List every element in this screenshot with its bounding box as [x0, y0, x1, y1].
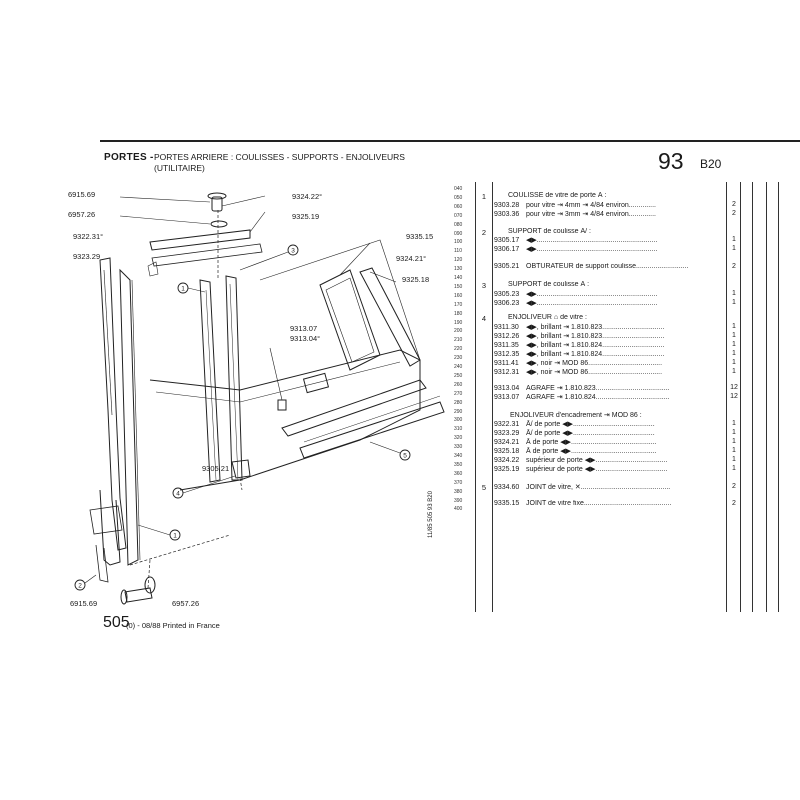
line-number: 320 [454, 435, 463, 442]
line-number: 270 [454, 390, 463, 397]
fixed-window-seal [320, 270, 380, 370]
part-ref: 9324.21 [494, 439, 520, 446]
table-rule-5 [752, 182, 753, 612]
part-ref: 9311.30 [494, 324, 519, 331]
line-number: 380 [454, 488, 463, 495]
part-description: JOINT de vitre fixe............................................. [526, 500, 672, 507]
line-number: 330 [454, 444, 463, 451]
part-description: ◀▶, brillant ⇥ 1.810.823................................ [526, 324, 665, 331]
callout-digit-3: 3 [291, 247, 295, 255]
part-ref: 9305.23 [494, 291, 520, 298]
line-number: 100 [454, 239, 463, 246]
callout-digit-4: 4 [176, 490, 180, 498]
side-reference: 11/85 505 93 B20 [428, 491, 434, 538]
part-quantity: 1 [732, 447, 736, 454]
ref-label-6915-top: 6915.69 [68, 190, 96, 199]
part-row [494, 281, 726, 288]
part-ref: 9325.19 [494, 466, 520, 473]
part-ref: 9311.35 [494, 342, 519, 349]
part-ref: 9306.23 [494, 300, 520, 307]
part-quantity: 1 [732, 350, 736, 357]
lower-guide [100, 490, 120, 565]
ref-label-6957-top: 6957.26 [68, 210, 96, 219]
part-description: COULISSE de vitre de porte Ā : [508, 192, 607, 199]
table-rule-4 [740, 182, 741, 612]
part-description: ◀▶, brillant ⇥ 1.810.824................................ [526, 351, 665, 358]
page-title-line1: PORTES ARRIERE : COULISSES - SUPPORTS - ENJOLIVEURS [154, 152, 405, 162]
part-ref: 9322.31 [494, 421, 520, 428]
table-rule-6 [766, 182, 767, 612]
callout-digit-5: 5 [403, 452, 407, 460]
line-number: 220 [454, 346, 463, 353]
coulisse-a [200, 280, 220, 482]
line-number: 390 [454, 497, 463, 504]
line-number: 260 [454, 381, 463, 388]
part-row [494, 341, 726, 349]
line-number: 080 [454, 221, 463, 228]
table-rule-2 [492, 182, 493, 612]
line-number: 340 [454, 453, 463, 459]
part-quantity: 1 [732, 438, 736, 445]
clip-part [278, 400, 286, 410]
part-row [494, 263, 726, 270]
line-number: 240 [454, 364, 463, 370]
line-number: 180 [454, 310, 463, 317]
ref-label-9335-15: 9335.15 [406, 232, 434, 241]
line-number: 360 [454, 470, 463, 477]
ref-label-9313-04: 9313.04° [290, 334, 321, 343]
part-ref: 9305.17 [494, 237, 520, 244]
line-number: 070 [454, 212, 463, 219]
page-number: 93 [658, 148, 684, 174]
part-description: pour vitre ⇥ 4mm ⇥ 4/84 environ.............. [526, 202, 656, 209]
ref-label-9324-22: 9324.22° [292, 192, 323, 201]
part-row [494, 245, 726, 253]
part-quantity: 1 [732, 429, 736, 436]
line-number: 060 [454, 203, 463, 210]
ref-label-9323: 9323.29 [73, 252, 101, 261]
rear-trim-strip [100, 258, 126, 550]
part-description: SUPPORT de coulisse Ā/ : [508, 228, 591, 235]
part-description: supérieur de porte ◀▶..................................... [526, 457, 668, 464]
part-description: ENJOLIVEUR d'encadrement ⇥ MOD 86 : [510, 412, 642, 419]
door-body [150, 350, 420, 490]
line-number: 370 [454, 479, 463, 486]
line-number: 150 [454, 283, 463, 290]
part-quantity: 12 [730, 393, 738, 400]
part-row [494, 483, 726, 491]
part-row [494, 299, 726, 307]
part-ref: 9313.04 [494, 385, 520, 392]
ref-label-9325-19: 9325.19 [292, 212, 320, 221]
part-row [494, 210, 726, 218]
line-number: 300 [454, 417, 463, 424]
part-ref: 9305.21 [494, 263, 520, 270]
part-quantity: 1 [732, 465, 736, 472]
part-description: pour vitre ⇥ 3mm ⇥ 4/84 environ.............. [526, 211, 656, 218]
part-ref: 9324.22 [494, 457, 520, 464]
position-number: 2 [481, 228, 487, 237]
part-description: ◀▶, noir ⇥ MOD 86...................................... [526, 369, 663, 376]
part-row [494, 411, 726, 419]
line-number: 350 [454, 461, 463, 468]
part-description: supérieur de porte ◀▶..................................... [526, 466, 668, 473]
line-number: 090 [454, 230, 463, 237]
line-number: 130 [454, 266, 463, 273]
part-description: ◀▶, noir ⇥ MOD 86...................................... [526, 360, 663, 367]
part-quantity: 1 [732, 290, 736, 297]
part-ref: 9312.35 [494, 351, 520, 358]
part-ref: 9312.26 [494, 333, 520, 340]
part-description: AGRAFE ⇥ 1.810.824...................................... [526, 394, 670, 401]
part-row [494, 236, 726, 244]
part-ref: 9312.31 [494, 369, 520, 376]
part-row [494, 314, 726, 321]
part-row [494, 192, 726, 199]
part-quantity: 12 [730, 384, 738, 391]
ref-label-9324-21: 9324.21° [396, 254, 427, 263]
part-description: AGRAFE ⇥ 1.810.823...................................... [526, 385, 670, 392]
line-number: 040 [454, 186, 463, 192]
part-quantity: 2 [732, 483, 736, 490]
ref-label-9313-07: 9313.07 [290, 324, 318, 333]
footer-model: 505 [103, 614, 130, 631]
table-rule-1 [475, 182, 476, 612]
part-row [494, 465, 726, 473]
part-description: ENJOLIVEUR ⌂ de vitre : [508, 314, 587, 321]
line-number: 290 [454, 408, 463, 415]
part-ref: 9303.36 [494, 211, 520, 218]
part-row [494, 438, 726, 446]
waist-moulding-lower [300, 402, 444, 458]
part-row [494, 368, 726, 376]
page-code: B20 [700, 157, 722, 171]
part-row [494, 323, 726, 331]
part-quantity: 1 [732, 323, 736, 330]
position-number: 1 [481, 192, 487, 201]
line-number: 190 [454, 319, 463, 326]
part-row [494, 429, 726, 437]
part-description: ◀▶.............................................................. [526, 237, 658, 244]
part-ref: 9334.60 [494, 484, 520, 491]
page-title [154, 152, 405, 174]
part-quantity: 2 [732, 263, 736, 270]
callout-digit-1a: 1 [181, 285, 185, 293]
line-number: 250 [454, 372, 463, 379]
line-number: 170 [454, 301, 463, 308]
position-number: 4 [481, 314, 487, 323]
position-number: 3 [481, 281, 487, 290]
part-description: Ā/ de porte ◀▶.......................................... [526, 421, 655, 428]
part-quantity: 1 [732, 420, 736, 427]
line-number: 160 [454, 292, 463, 299]
ref-label-9325-18: 9325.18 [402, 275, 430, 284]
part-description: ◀▶.............................................................. [526, 246, 658, 253]
position-number: 5 [481, 483, 487, 492]
part-quantity: 1 [732, 236, 736, 243]
part-description: Ā de porte ◀▶............................................ [526, 439, 657, 446]
part-description: Ā/ de porte ◀▶.......................................... [526, 430, 655, 437]
part-row [494, 393, 726, 401]
part-quantity: 1 [732, 341, 736, 348]
part-quantity: 1 [732, 456, 736, 463]
part-description: ◀▶.............................................................. [526, 291, 658, 298]
part-description: SUPPORT de coulisse Ā : [508, 281, 590, 288]
part-row [494, 447, 726, 455]
ref-label-9305-21: 9305.21 [202, 464, 230, 473]
bolt-part [125, 588, 152, 602]
part-description: ◀▶, brillant ⇥ 1.810.824................................ [526, 342, 665, 349]
line-number: 110 [454, 248, 462, 255]
page-title-line2: (UTILITAIRE) [154, 163, 205, 173]
part-row [494, 359, 726, 367]
line-number: 280 [454, 399, 463, 406]
part-ref: 9303.28 [494, 202, 520, 209]
part-ref: 9306.17 [494, 246, 520, 253]
part-ref: 9311.41 [494, 360, 519, 367]
ref-label-6957-bottom: 6957.26 [172, 599, 200, 608]
part-row [494, 290, 726, 298]
line-number: 400 [454, 506, 463, 513]
line-number: 230 [454, 355, 463, 362]
table-rule-7 [778, 182, 779, 612]
ref-label-6915-bottom: 6915.69 [70, 599, 98, 608]
footer-text: (0) - 08/88 Printed in France [126, 621, 220, 630]
part-quantity: 2 [732, 500, 736, 507]
part-quantity: 2 [732, 210, 736, 217]
part-row [494, 420, 726, 428]
part-ref: 9335.15 [494, 500, 520, 507]
part-description: JOINT de vitre, ✕.............................................. [526, 484, 671, 491]
part-quantity: 1 [732, 299, 736, 306]
part-row [494, 500, 726, 507]
part-description: ◀▶.............................................................. [526, 300, 658, 307]
callout-digit-1b: 1 [173, 532, 177, 540]
exploded-diagram [60, 180, 460, 610]
line-number: 310 [454, 426, 463, 433]
header-rule [100, 140, 800, 142]
part-row [494, 201, 726, 209]
part-row [494, 456, 726, 464]
table-rule-3 [726, 182, 727, 612]
part-ref: 9323.29 [494, 430, 520, 437]
part-row [494, 350, 726, 358]
washer-part [211, 221, 227, 227]
part-quantity: 2 [732, 201, 736, 208]
part-ref: 9325.18 [494, 448, 520, 455]
part-quantity: 1 [732, 245, 736, 252]
part-row [494, 332, 726, 340]
part-description: ◀▶, brillant ⇥ 1.810.823................................ [526, 333, 665, 340]
part-quantity: 1 [732, 332, 736, 339]
part-description: OBTURATEUR de support coulisse........................... [526, 263, 689, 270]
section-label: PORTES - [104, 152, 154, 163]
ref-label-9322: 9322.31° [73, 232, 104, 241]
part-quantity: 1 [732, 368, 736, 375]
line-number: 200 [454, 328, 463, 335]
line-number: 050 [454, 194, 463, 201]
part-ref: 9313.07 [494, 394, 520, 401]
washer-bottom [145, 577, 155, 593]
line-number: 210 [454, 337, 463, 344]
line-number: 140 [454, 275, 463, 281]
part-description: Ā de porte ◀▶............................................ [526, 448, 657, 455]
callout-digit-2: 2 [78, 582, 82, 590]
part-row [494, 384, 726, 392]
part-quantity: 1 [732, 359, 736, 366]
part-row [494, 228, 726, 235]
line-number: 120 [454, 257, 463, 264]
